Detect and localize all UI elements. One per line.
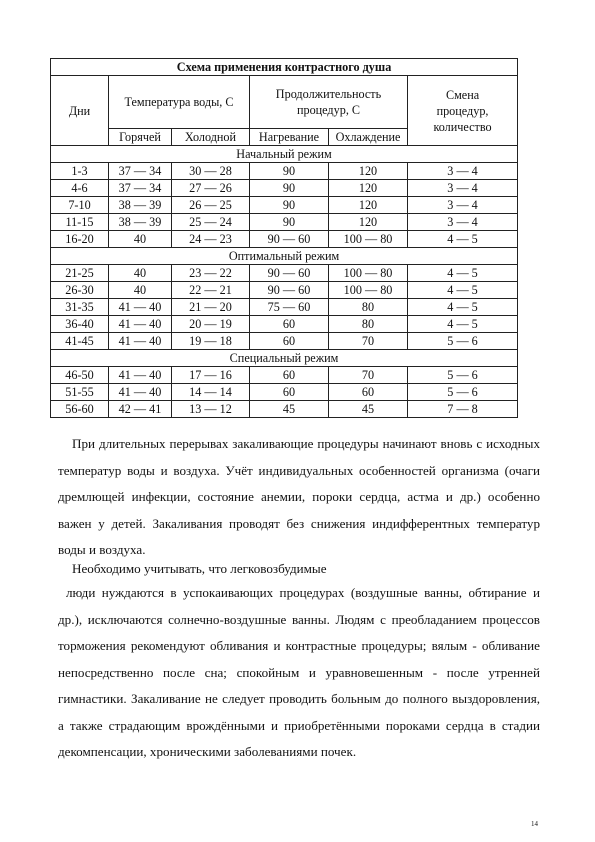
- header-duration-line2: процедур, С: [296, 103, 361, 117]
- table-cell: 100 — 80: [329, 265, 408, 282]
- table-cell: 19 — 18: [172, 333, 250, 350]
- table-cell: 4 — 5: [408, 299, 518, 316]
- table-row: [51, 367, 518, 384]
- table-cell: 37 — 34: [109, 180, 172, 197]
- header-days: Дни: [51, 76, 109, 146]
- table-cell: 3 — 4: [408, 180, 518, 197]
- header-cooling: Охлаждение: [329, 129, 408, 146]
- table-cell: 20 — 19: [172, 316, 250, 333]
- table-cell: 24 — 23: [172, 231, 250, 248]
- table-row: [51, 197, 518, 214]
- table-row: [51, 265, 518, 282]
- table-cell: 45: [329, 401, 408, 418]
- table-cell: 41-45: [51, 333, 109, 350]
- table-cell: 23 — 22: [172, 265, 250, 282]
- table-cell: 60: [250, 384, 329, 401]
- table-row: [51, 163, 518, 180]
- table-cell: 37 — 34: [109, 163, 172, 180]
- table-cell: 16-20: [51, 231, 109, 248]
- section-row: [51, 350, 518, 367]
- table-cell: 31-35: [51, 299, 109, 316]
- table-row: [51, 299, 518, 316]
- table-cell: 120: [329, 180, 408, 197]
- table-row: [51, 401, 518, 418]
- table-cell: 3 — 4: [408, 163, 518, 180]
- table-cell: 17 — 16: [172, 367, 250, 384]
- table-cell: 4 — 5: [408, 265, 518, 282]
- table-cell: 4 — 5: [408, 231, 518, 248]
- table-body: [51, 146, 518, 418]
- table-cell: 3 — 4: [408, 214, 518, 231]
- table-cell: 42 — 41: [109, 401, 172, 418]
- table-cell: 46-50: [51, 367, 109, 384]
- table-cell: 5 — 6: [408, 384, 518, 401]
- table-cell: 100 — 80: [329, 231, 408, 248]
- table-cell: 41 — 40: [109, 333, 172, 350]
- table-cell: 120: [329, 197, 408, 214]
- table-cell: 90: [250, 180, 329, 197]
- table-cell: 80: [329, 316, 408, 333]
- header-change: [408, 76, 518, 146]
- table-cell: 14 — 14: [172, 384, 250, 401]
- table-cell: 26-30: [51, 282, 109, 299]
- table-cell: 41 — 40: [109, 299, 172, 316]
- table-row: [51, 384, 518, 401]
- table-cell: 51-55: [51, 384, 109, 401]
- header-duration-line1: Продолжительность: [275, 87, 382, 101]
- table-cell: 22 — 21: [172, 282, 250, 299]
- section-title: Специальный режим: [51, 350, 518, 367]
- table-cell: 80: [329, 299, 408, 316]
- table-cell: 38 — 39: [109, 214, 172, 231]
- table-cell: 36-40: [51, 316, 109, 333]
- contrast-shower-table: [50, 58, 518, 418]
- table-cell: 40: [109, 265, 172, 282]
- table-cell: 25 — 24: [172, 214, 250, 231]
- page-number: 14: [531, 820, 538, 828]
- table-cell: 7-10: [51, 197, 109, 214]
- table-cell: 27 — 26: [172, 180, 250, 197]
- table-cell: 60: [250, 333, 329, 350]
- table-cell: 56-60: [51, 401, 109, 418]
- section-row: [51, 248, 518, 265]
- table-row: [51, 316, 518, 333]
- table-cell: 45: [250, 401, 329, 418]
- header-change-line2: процедур,: [436, 103, 489, 118]
- table-cell: 120: [329, 163, 408, 180]
- table-cell: 41 — 40: [109, 384, 172, 401]
- table-row: [51, 214, 518, 231]
- table-cell: 60: [250, 367, 329, 384]
- section-row: [51, 146, 518, 163]
- table-row: [51, 333, 518, 350]
- table-cell: 1-3: [51, 163, 109, 180]
- table-cell: 11-15: [51, 214, 109, 231]
- paragraph-2: Необходимо учитывать, что легковозбудимые: [72, 561, 327, 576]
- section-title: Оптимальный режим: [51, 248, 518, 265]
- table-cell: 120: [329, 214, 408, 231]
- table-cell: 90 — 60: [250, 231, 329, 248]
- table-cell: 5 — 6: [408, 367, 518, 384]
- table-cell: 90: [250, 214, 329, 231]
- table-cell: 5 — 6: [408, 333, 518, 350]
- table-cell: 90: [250, 163, 329, 180]
- table-row: [51, 231, 518, 248]
- table-cell: 26 — 25: [172, 197, 250, 214]
- table-cell: 90: [250, 197, 329, 214]
- table-cell: 60: [329, 384, 408, 401]
- header-change-line1: Смена: [445, 87, 480, 102]
- table-cell: 60: [250, 316, 329, 333]
- header-water-temp: Температура воды, С: [109, 76, 250, 129]
- table-cell: 75 — 60: [250, 299, 329, 316]
- table-cell: 40: [109, 282, 172, 299]
- table-cell: 40: [109, 231, 172, 248]
- table-cell: 38 — 39: [109, 197, 172, 214]
- table-cell: 4-6: [51, 180, 109, 197]
- header-duration: [250, 76, 408, 129]
- header-hot: Горячей: [109, 129, 172, 146]
- table-cell: 70: [329, 333, 408, 350]
- section-title: Начальный режим: [51, 146, 518, 163]
- header-heating: Нагревание: [250, 129, 329, 146]
- table-cell: 3 — 4: [408, 197, 518, 214]
- table-cell: 4 — 5: [408, 282, 518, 299]
- header-cold: Холодной: [172, 129, 250, 146]
- table-cell: 21 — 20: [172, 299, 250, 316]
- table-cell: 70: [329, 367, 408, 384]
- table-row: [51, 180, 518, 197]
- header-change-line3: количество: [433, 119, 492, 134]
- table-row: [51, 282, 518, 299]
- paragraph-3: люди нуждаются в успокаивающих процедурах (воздушные ванны, обтирание и др.), исключаются солнечно-воздушные ванны. Людям с преобладанием процессов торможения рекомендуют обливания и контрастные процедуры; вялым - обливание непосредственно после сна; спокойным и уравновешенным - после утренней гимнастики. Закаливание не следует проводить больным до полного выздоровления, а также страдающим врождёнными и приобретёнными пороками сердца в стадии декомпенсации, хроническими заболеваниями почек.: [58, 585, 540, 759]
- table-cell: 90 — 60: [250, 282, 329, 299]
- paragraph-1: При длительных перерывах закаливающие процедуры начинают вновь с исходных температур воды и воздуха. Учёт индивидуальных особенностей организма (очаги дремлющей инфекции, состояние анемии, пороки сердца, астма и др.) особенно важен у детей. Закаливания проводят без снижения индифферентных температур воды и воздуха.: [58, 436, 540, 557]
- table-cell: 21-25: [51, 265, 109, 282]
- table-cell: 41 — 40: [109, 316, 172, 333]
- table-cell: 4 — 5: [408, 316, 518, 333]
- table-title: Схема применения контрастного душа: [51, 59, 518, 76]
- table-cell: 90 — 60: [250, 265, 329, 282]
- table-cell: 7 — 8: [408, 401, 518, 418]
- table-cell: 100 — 80: [329, 282, 408, 299]
- table-cell: 13 — 12: [172, 401, 250, 418]
- table-cell: 41 — 40: [109, 367, 172, 384]
- table-cell: 30 — 28: [172, 163, 250, 180]
